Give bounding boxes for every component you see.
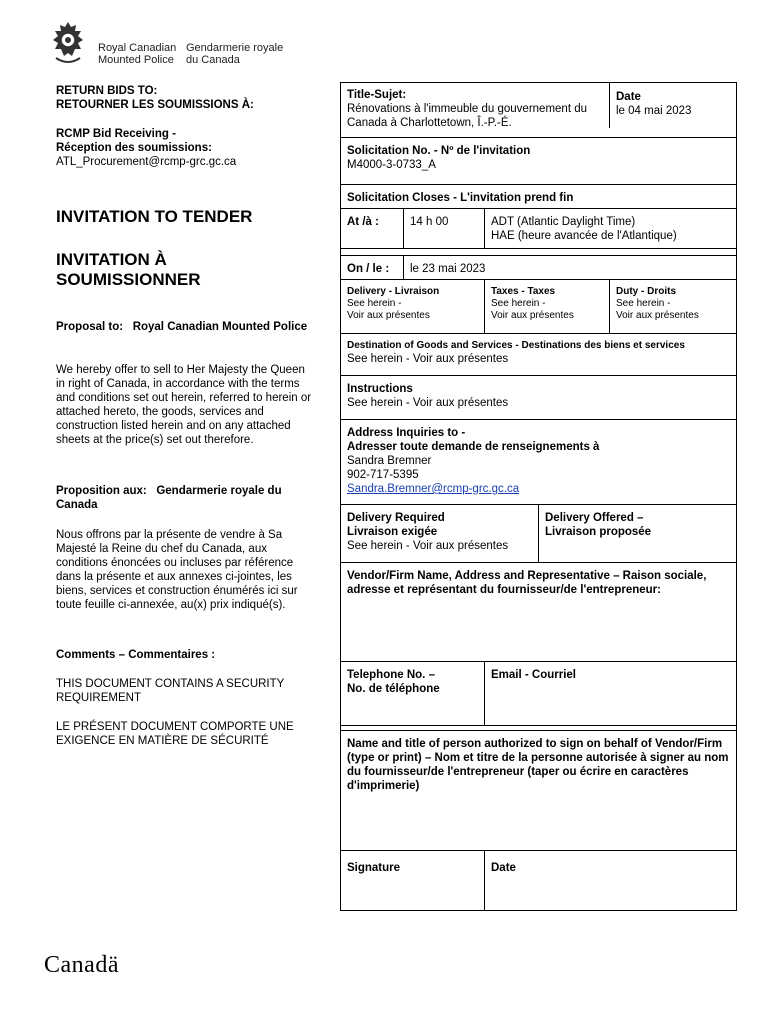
- delivery-cell: [341, 281, 484, 331]
- sign-date-cell[interactable]: Date: [491, 862, 516, 874]
- delivery-required-value: See herein - Voir aux présentes: [347, 540, 509, 552]
- delivery-value-2: Voir aux présentes: [347, 310, 430, 321]
- title-value: Rénovations à l'immeuble du gouvernement du Canada à Charlottetown, Î.-P.-É.: [347, 103, 588, 129]
- duty-value-1: See herein -: [616, 298, 671, 309]
- delivery-label: Delivery - Livraison: [347, 286, 440, 297]
- invitation-title-fr-line1: INVITATION À: [56, 250, 167, 269]
- solicitation-label: Solicitation No. - Nº de l'invitation: [347, 145, 531, 157]
- org-name-fr-line2: du Canada: [186, 54, 240, 66]
- return-email: ATL_Procurement@rcmp-grc.gc.ca: [56, 156, 237, 168]
- contact-phone: 902-717-5395: [347, 469, 419, 481]
- delivery-required-label-1: Delivery Required: [347, 512, 445, 524]
- solicitation-value: M4000-3-0733_A: [347, 159, 436, 171]
- timezone-cell: [485, 210, 737, 248]
- instructions-label: Instructions: [347, 383, 413, 395]
- destination-label: Destination of Goods and Services - Destinations des biens et services: [347, 340, 685, 351]
- title-label: Title-Sujet:: [347, 89, 407, 101]
- on-label: On / le :: [347, 263, 390, 275]
- return-bids-fr: RETOURNER LES SOUMISSIONS À:: [56, 99, 254, 111]
- proposition-label: Proposition aux:: [56, 485, 147, 497]
- security-fr: LE PRÉSENT DOCUMENT COMPORTE UNE EXIGENCE EN MATIÈRE DE SÉCURITÉ: [56, 721, 294, 747]
- contact-email-link[interactable]: Sandra.Bremner@rcmp-grc.gc.ca: [347, 483, 520, 495]
- duty-value-2: Voir aux présentes: [616, 310, 699, 321]
- org-name-fr: [186, 42, 283, 66]
- date-label: Date: [616, 91, 641, 103]
- proposal-label: Proposal to:: [56, 321, 124, 333]
- tender-form: [340, 82, 737, 911]
- taxes-cell: [485, 281, 609, 331]
- signature-cell[interactable]: Signature: [347, 862, 401, 874]
- address-label-2: Adresser toute demande de renseignements à: [347, 441, 600, 453]
- duty-label: Duty - Droits: [616, 286, 676, 297]
- delivery-offered-label-1: Delivery Offered –: [545, 512, 644, 524]
- proposal-value: Royal Canadian Mounted Police: [132, 321, 308, 333]
- taxes-label: Taxes - Taxes: [491, 286, 556, 297]
- date-cell: [610, 85, 736, 128]
- proposition-aux: [56, 484, 314, 512]
- taxes-value-2: Voir aux présentes: [491, 310, 574, 321]
- delivery-value-1: See herein -: [347, 298, 402, 309]
- org-name-en-line1: Royal Canadian: [98, 42, 177, 54]
- canada-wordmark: Canadä: [44, 952, 119, 978]
- org-name-en-line2: Mounted Police: [98, 54, 174, 66]
- invitation-title-fr: [56, 250, 314, 290]
- comments-label: Comments – Commentaires :: [56, 649, 216, 661]
- destination-value: See herein - Voir aux présentes: [347, 353, 509, 365]
- taxes-value-1: See herein -: [491, 298, 546, 309]
- signer-cell[interactable]: Name and title of person authorized to sign on behalf of Vendor/Firm (type or print) – Nom et titre de la personne autorisée à signer au nom du fournisseur/de l'entrepreneur (taper ou écrire en caractères d'imprimerie): [347, 738, 729, 792]
- telephone-label-1: Telephone No. –: [347, 669, 435, 681]
- closes-label: Solicitation Closes - L'invitation prend fin: [347, 192, 574, 204]
- bid-receiving-fr: Réception des soumissions:: [56, 142, 212, 154]
- address-inquiries-cell: [341, 421, 736, 503]
- return-bids-en: RETURN BIDS TO:: [56, 85, 158, 97]
- destination-cell: [341, 335, 736, 375]
- bid-receiving-block: [56, 127, 314, 169]
- delivery-offered-cell[interactable]: [539, 506, 737, 562]
- timezone-fr: HAE (heure avancée de l'Atlantique): [491, 230, 677, 242]
- proposal-to: [56, 320, 314, 334]
- rcmp-crest-icon: [48, 20, 88, 66]
- invitation-title-fr-line2: SOUMISSIONNER: [56, 270, 201, 289]
- telephone-label-2: No. de téléphone: [347, 683, 440, 695]
- delivery-required-label-2: Livraison exigée: [347, 526, 438, 538]
- instructions-cell: [341, 377, 736, 419]
- contact-name: Sandra Bremner: [347, 455, 432, 467]
- return-bids-heading: [56, 84, 314, 112]
- solicitation-cell: [341, 139, 736, 185]
- proposition-value: Gendarmerie royale du Canada: [56, 485, 282, 511]
- email-cell[interactable]: Email - Courriel: [491, 669, 576, 681]
- org-name-en: [98, 42, 176, 66]
- vendor-cell[interactable]: Vendor/Firm Name, Address and Representative – Raison sociale, adresse et représentant du fournisseur/de l'entrepreneur:: [347, 570, 707, 596]
- duty-cell: [610, 281, 736, 331]
- security-en: THIS DOCUMENT CONTAINS A SECURITY REQUIREMENT: [56, 678, 285, 704]
- address-label-1: Address Inquiries to -: [347, 427, 466, 439]
- timezone-en: ADT (Atlantic Daylight Time): [491, 216, 636, 228]
- org-name-fr-line1: Gendarmerie royale: [186, 42, 284, 54]
- offer-text-fr: Nous offrons par la présente de vendre à Sa Majesté la Reine du chef du Canada, aux conditions énoncées ou incluses par référence dans la présente et aux annexes ci-jointes, les biens, services et construction énumérés ici sur toute feuille ci-annexée, au(x) prix indiqué(s).: [56, 529, 298, 611]
- on-value: le 23 mai 2023: [410, 263, 486, 275]
- delivery-offered-label-2: Livraison proposée: [545, 526, 652, 538]
- delivery-required-cell: [341, 506, 538, 562]
- at-value: 14 h 00: [410, 216, 449, 228]
- bid-receiving-en: RCMP Bid Receiving -: [56, 128, 176, 140]
- instructions-value: See herein - Voir aux présentes: [347, 397, 509, 409]
- at-label: At /à :: [347, 216, 379, 228]
- date-value: le 04 mai 2023: [616, 105, 692, 117]
- offer-text-en: We hereby offer to sell to Her Majesty the Queen in right of Canada, in accordance with the terms and conditions set out herein, referred to herein or attached hereto, the goods, services and construction listed herein and on any attached sheets at the price(s) set out therefore.: [56, 364, 312, 446]
- telephone-cell[interactable]: [341, 663, 484, 725]
- invitation-title-en: INVITATION TO TENDER: [56, 207, 253, 226]
